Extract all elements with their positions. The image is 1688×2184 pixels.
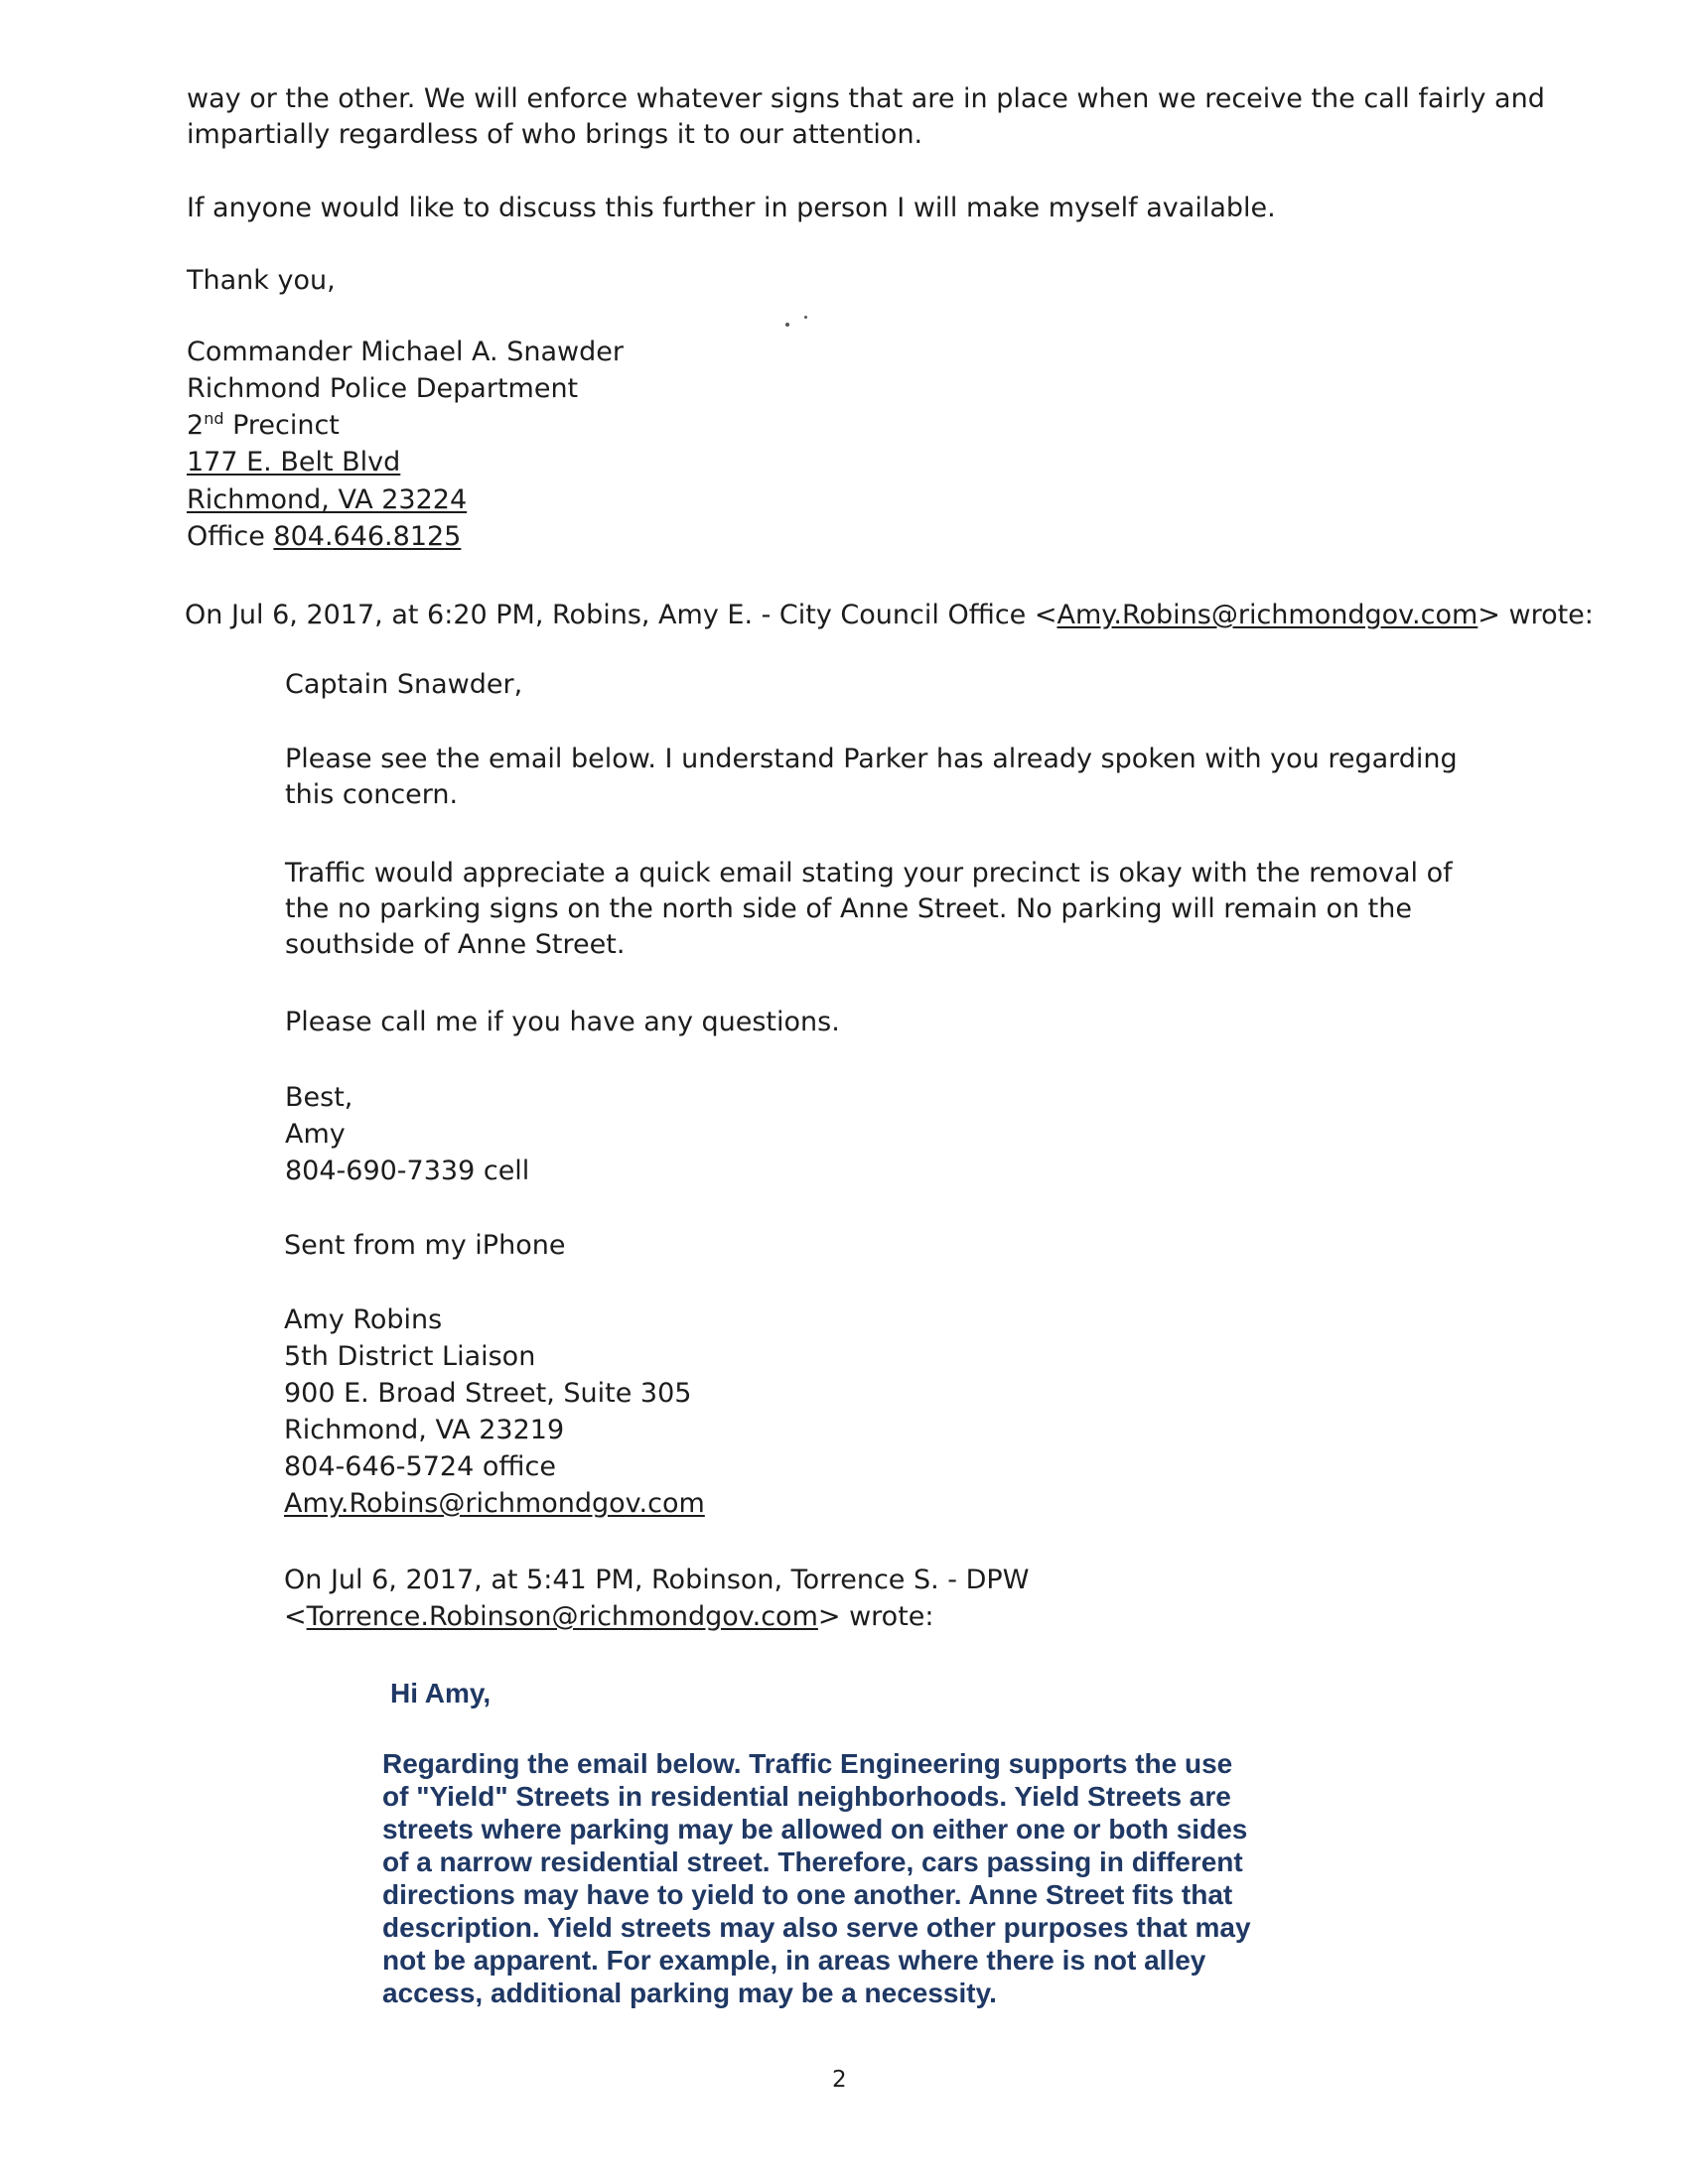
reply-header-email-link[interactable]: Amy.Robins@richmondgov.com (1056, 600, 1478, 630)
quoted-line: access, additional parking may be a necessity. (382, 1978, 997, 2008)
sent-from-line: Sent from my iPhone (284, 1230, 566, 1261)
body-line: Please call me if you have any questions. (285, 1007, 840, 1037)
closing-name: Amy (285, 1119, 346, 1150)
body-line: If anyone would like to discuss this further in person I will make myself available. (187, 193, 1276, 223)
quoted-line: of a narrow residential street. Therefore, cars passing in different (382, 1846, 1243, 1877)
body-line: impartially regardless of who brings it to our attention. (187, 119, 923, 150)
scan-speck (785, 323, 789, 327)
signature-precinct (187, 409, 340, 441)
signature-street-link[interactable]: 177 E. Belt Blvd (187, 447, 401, 478)
reply-sig-title: 5th District Liaison (284, 1341, 536, 1372)
reply-sig-office: 804-646-5724 office (284, 1451, 556, 1482)
reply-header: On Jul 6, 2017, at 5:41 PM, Robinson, Torrence S. - DPW (284, 1565, 1030, 1595)
reply-header-suffix: > wrote: (817, 1601, 934, 1632)
reply-sig-address: 900 E. Broad Street, Suite 305 (284, 1378, 692, 1409)
signature-dept: Richmond Police Department (187, 373, 579, 404)
signature-office (187, 523, 461, 550)
quoted-line: of "Yield" Streets in residential neighborhoods. Yield Streets are (382, 1781, 1231, 1812)
precinct-number: 2 (187, 410, 205, 441)
reply-sig-city: Richmond, VA 23219 (284, 1415, 565, 1445)
quoted-line: not be apparent. For example, in areas where there is not alley (382, 1945, 1206, 1976)
reply-header-text: On Jul 6, 2017, at 6:20 PM, Robins, Amy E. - City Council Office < (185, 600, 1057, 630)
signature-city-link[interactable]: Richmond, VA 23224 (187, 484, 468, 515)
signature-name: Commander Michael A. Snawder (187, 337, 624, 367)
reply-greeting: Captain Snawder, (285, 669, 523, 700)
reply-header (185, 602, 1594, 628)
office-label: Office (187, 521, 274, 552)
page-number: 2 (832, 2067, 847, 2093)
quoted-line: streets where parking may be allowed on either one or both sides (382, 1814, 1248, 1844)
closing-line: Thank you, (187, 265, 336, 296)
scan-speck (804, 316, 807, 319)
closing-line: Best, (285, 1082, 353, 1113)
quoted-line: Regarding the email below. Traffic Engineering supports the use (382, 1748, 1233, 1779)
body-line: Please see the email below. I understand Parker has already spoken with you regarding (285, 744, 1458, 774)
body-line: the no parking signs on the north side of Anne Street. No parking will remain on the (285, 893, 1412, 924)
body-line: this concern. (285, 779, 459, 810)
body-line: way or the other. We will enforce whatever signs that are in place when we receive the call fairly and (187, 83, 1545, 114)
reply-sig-name: Amy Robins (284, 1304, 443, 1335)
reply-header-line2 (284, 1603, 934, 1630)
reply-sig-email-link[interactable]: Amy.Robins@richmondgov.com (284, 1488, 705, 1519)
quoted-greeting: Hi Amy, (390, 1678, 492, 1708)
reply-header-prefix: < (284, 1601, 307, 1632)
office-phone-link[interactable]: 804.646.8125 (273, 521, 462, 552)
body-line: Traffic would appreciate a quick email stating your precinct is okay with the removal of (285, 858, 1453, 888)
body-line: southside of Anne Street. (285, 929, 626, 960)
precinct-word: Precinct (223, 410, 340, 441)
quoted-line: directions may have to yield to one another. Anne Street fits that (382, 1879, 1233, 1910)
precinct-ordinal: nd (204, 409, 224, 428)
closing-cell: 804-690-7339 cell (285, 1156, 530, 1186)
reply-header-suffix: > wrote: (1477, 600, 1594, 630)
quoted-line: description. Yield streets may also serve other purposes that may (382, 1912, 1251, 1943)
reply-header-email-link[interactable]: Torrence.Robinson@richmondgov.com (306, 1601, 818, 1632)
